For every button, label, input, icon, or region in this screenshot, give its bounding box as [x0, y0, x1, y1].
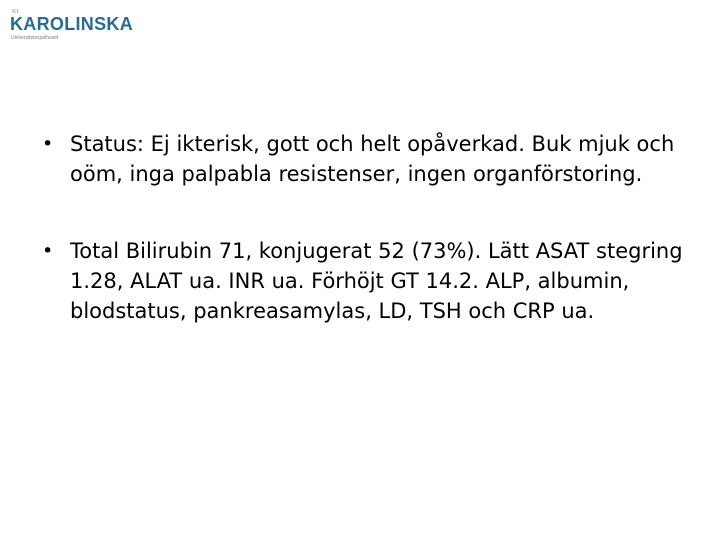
logo-tagline: Universitetssjukhuset	[11, 35, 59, 41]
bullet-status	[42, 129, 692, 189]
bullet-dot-icon: •	[42, 240, 54, 262]
bullet-text: Total Bilirubin 71, konjugerat 52 (73%). Lätt ASAT stegring 1.28, ALAT ua. INR ua. Förhöjt GT 14.2. ALP, albumin, blodstatus, pankreasamylas, LD, TSH och CRP ua.	[70, 239, 683, 323]
logo-name: KAROLINSKA	[10, 14, 133, 34]
bullet-lab-results	[42, 236, 692, 326]
logo-crest-icon: KI	[12, 9, 19, 15]
karolinska-logo	[10, 8, 140, 42]
bullet-text: Status: Ej ikterisk, gott och helt opåverkad. Buk mjuk och oöm, inga palpabla resistenser, ingen organförstoring.	[70, 132, 675, 186]
slide-content	[42, 129, 692, 326]
bullet-dot-icon: •	[42, 133, 54, 155]
